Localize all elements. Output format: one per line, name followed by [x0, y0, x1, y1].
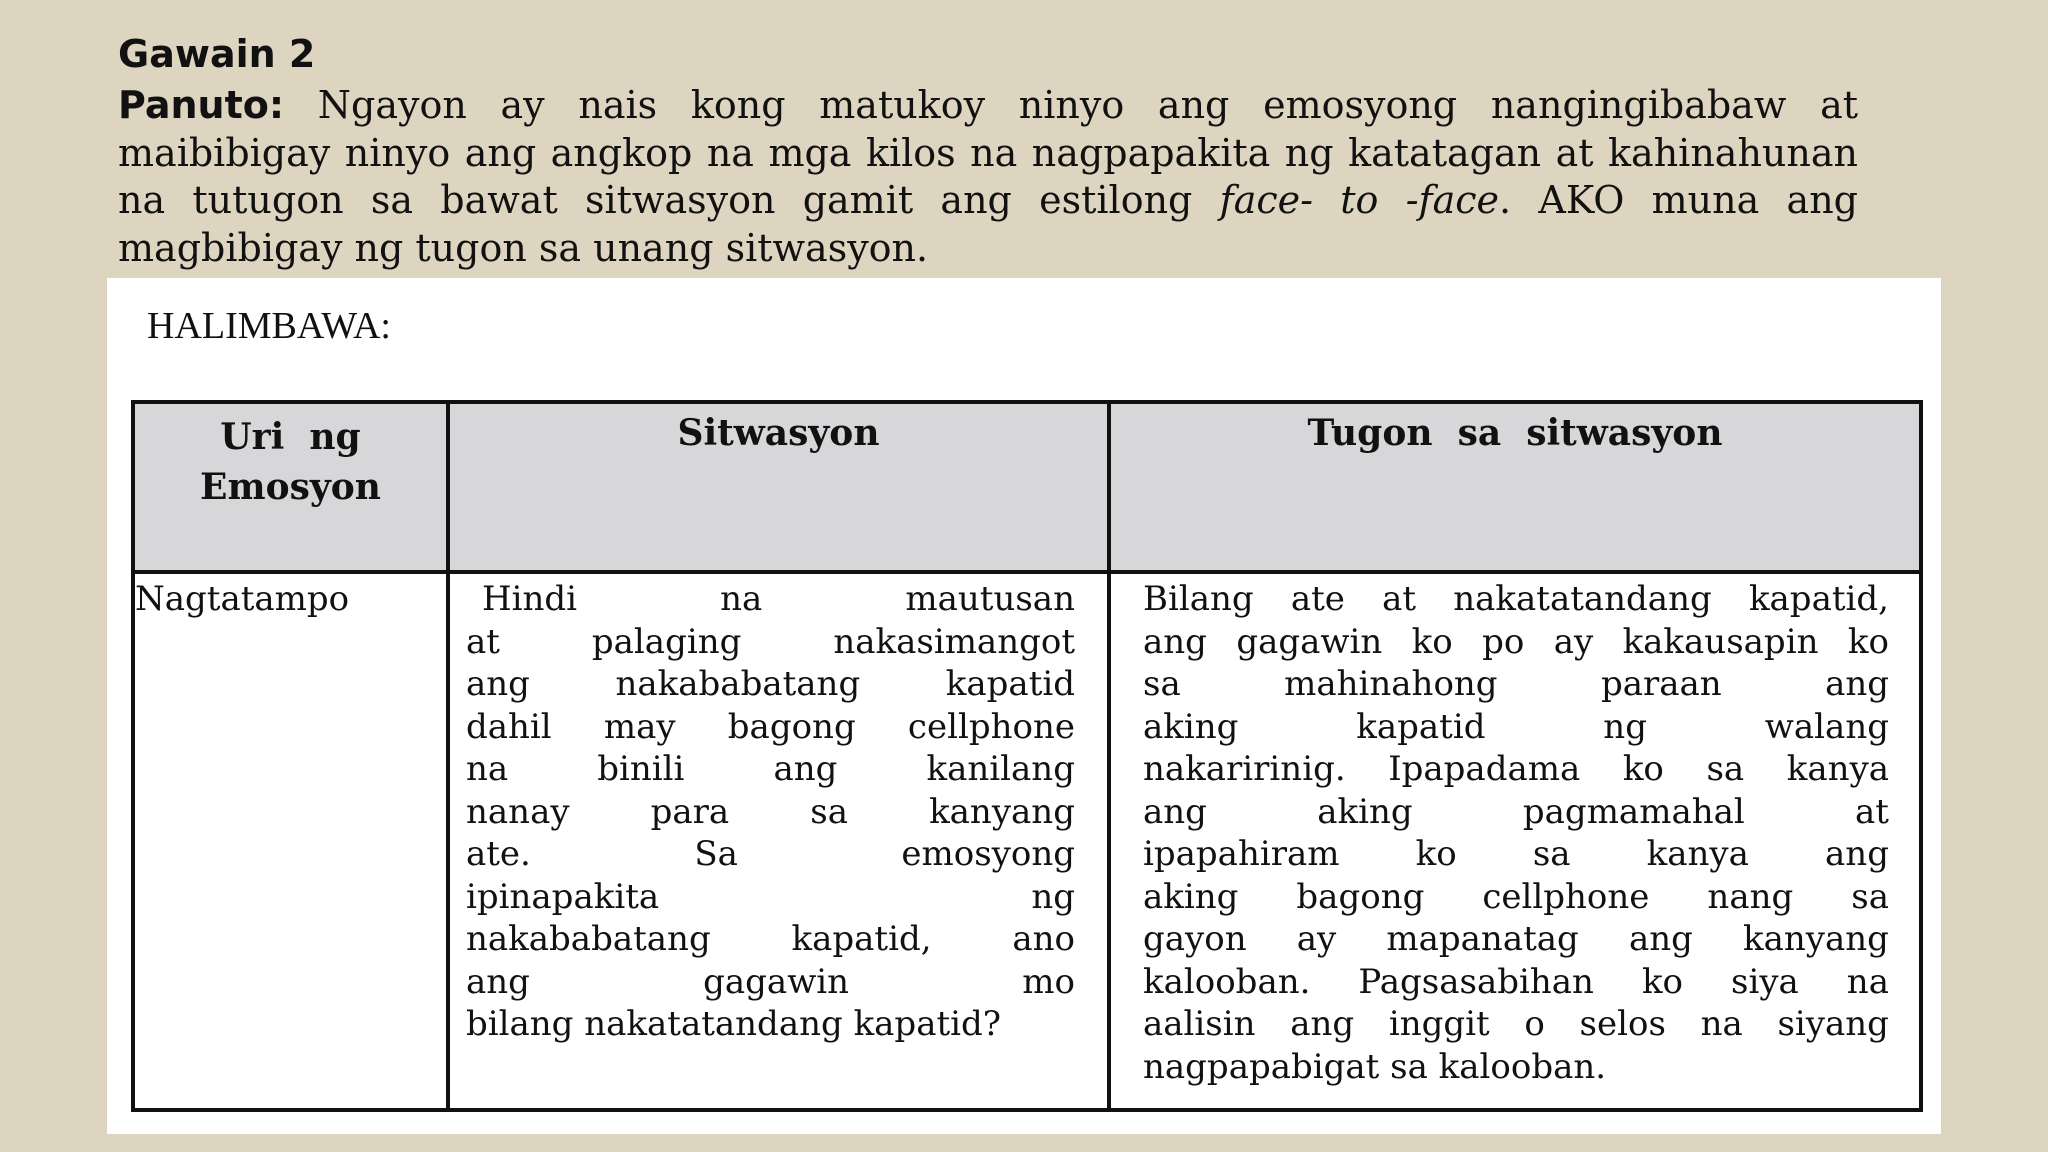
header-tugon: Tugon sa sitwasyon [1109, 402, 1921, 572]
sitwasyon-line: nanay para sa kanyang [466, 791, 1075, 832]
sitwasyon-line: bilang nakatatandang kapatid? [466, 1004, 1002, 1044]
tugon-line: aalisin ang inggit o selos na siyang [1143, 1004, 1889, 1044]
instructions-text: Ngayon ay nais kong matukoy ninyo ang emosyong nangingibabaw at maibibigay ninyo ang angkop na mga kilos na nagpapakita ng katatagan at kahinahunan na tutugon sa bawat sitwasyon gamit ang estilong [118, 83, 1858, 222]
header-emosyon-line2: Emosyon [200, 466, 381, 508]
sitwasyon-line: na binili ang kanilang [466, 749, 1075, 789]
header-emosyon-line1: Uri ng [220, 416, 361, 458]
sitwasyon-line: ipinapakita ng [466, 876, 1075, 917]
sitwasyon-line: Hindi na mautusan [482, 579, 1075, 619]
example-label: HALIMBAWA: [147, 305, 391, 347]
example-card [107, 278, 1941, 1134]
tugon-line: gayon ay mapanatag ang kanyang [1143, 919, 1889, 959]
tugon-line: ang gagawin ko po ay kakausapin ko [1143, 621, 1889, 662]
tugon-line: kalooban. Pagsasabihan ko siya na [1143, 961, 1889, 1002]
tugon-line: ang aking pagmamahal at [1143, 791, 1889, 832]
tugon-line: Bilang ate at nakatatandang kapatid, [1143, 579, 1889, 619]
instructions-text-end: . AKO muna ang magbibigay ng tugon sa unang sitwasyon. [118, 178, 1859, 270]
tugon-line: nagpapabigat sa kalooban. [1143, 1046, 1607, 1087]
tugon-line: aking kapatid ng walang [1143, 706, 1889, 747]
tugon-line: sa mahinahong paraan ang [1143, 664, 1889, 704]
tugon-line: aking bagong cellphone nang sa [1143, 876, 1889, 917]
sitwasyon-line: nakababatang kapatid, ano [466, 919, 1075, 959]
sitwasyon-line: ate. Sa emosyong [466, 834, 1075, 874]
table-header-row [133, 402, 1921, 572]
table-row [133, 572, 1921, 1110]
instructions-paragraph [118, 82, 1858, 272]
header-uri-ng-emosyon [133, 402, 448, 572]
cell-tugon [1109, 572, 1921, 1110]
sitwasyon-line: at palaging nakasimangot [466, 621, 1075, 662]
activity-heading: Gawain 2 [118, 32, 316, 76]
instructions-label: Panuto: [118, 83, 285, 127]
example-table [131, 400, 1923, 1112]
sitwasyon-line: ang gagawin mo [466, 961, 1075, 1002]
header-sitwasyon: Sitwasyon [448, 402, 1109, 572]
instructions-italic-term: face- to -face [1219, 178, 1500, 222]
cell-sitwasyon [448, 572, 1109, 1110]
tugon-line: ipapahiram ko sa kanya ang [1143, 834, 1889, 874]
sitwasyon-line: ang nakababatang kapatid [466, 664, 1075, 704]
cell-emosyon: Nagtatampo [133, 572, 448, 1110]
sitwasyon-line: dahil may bagong cellphone [466, 706, 1075, 747]
tugon-line: nakaririnig. Ipapadama ko sa kanya [1143, 749, 1889, 789]
